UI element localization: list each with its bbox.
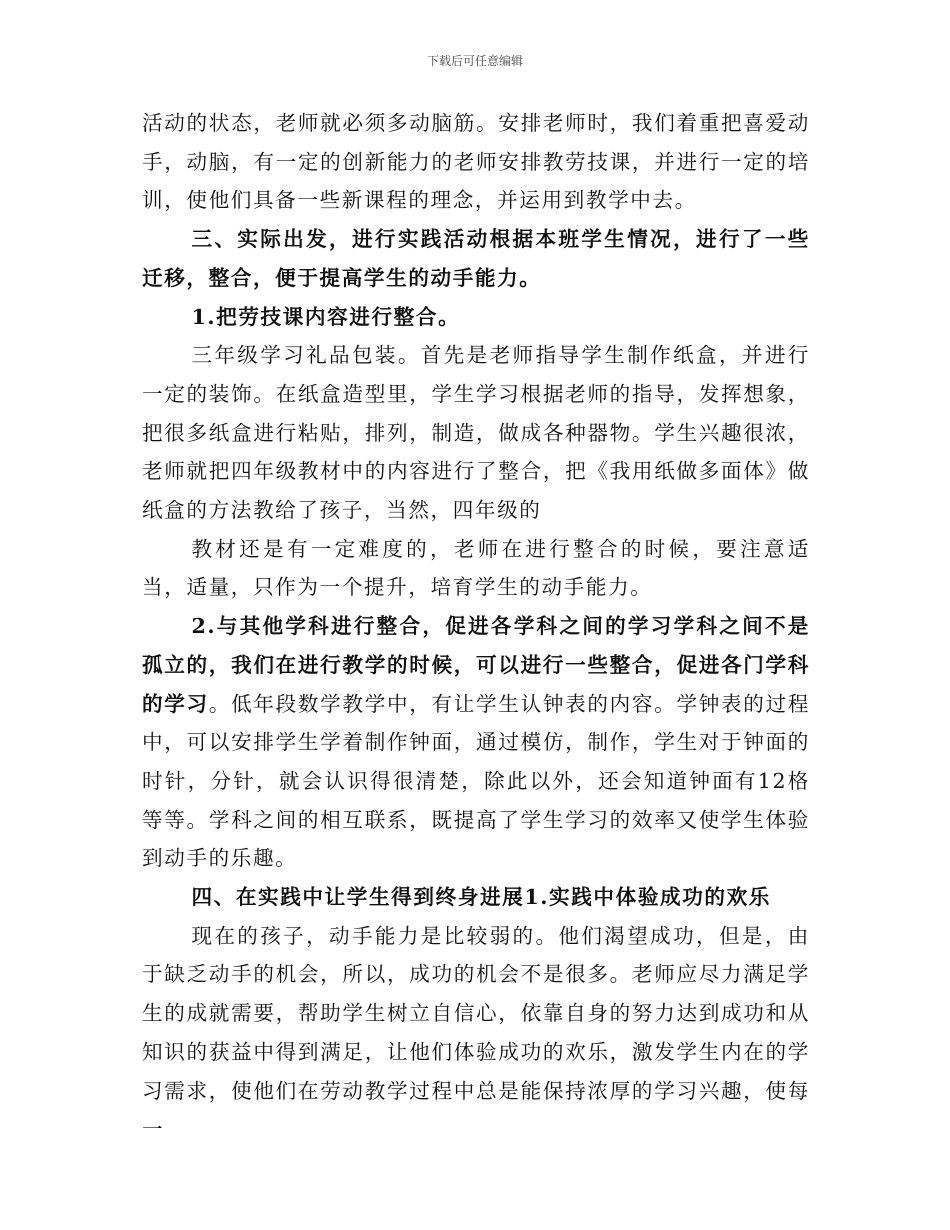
paragraph-textbook-difficulty: 教材还是有一定难度的，老师在进行整合的时候，要注意适当，适量，只作为一个提升，培育学生的动手能力。 xyxy=(142,536,810,600)
paragraph-continuation: 活动的状态，老师就必须多动脑筋。安排老师时，我们着重把喜爱动手，动脑，有一定的创新能力的老师安排教劳技课，并进行一定的培训，使他们具备一些新课程的理念，并运用到教学中去。 xyxy=(142,111,810,213)
paragraph-gift-packaging: 三年级学习礼品包装。首先是老师指导学生制作纸盒，并进行一定的装饰。在纸盒造型里，学生学习根据老师的指导，发挥想象，把很多纸盒进行粘贴，排列，制造，做成各种器物。学生兴趣很浓，老师就把四年级教材中的内容进行了整合，把《我用纸做多面体》做纸盒的方法教给了孩子，当然，四年级的 xyxy=(142,343,810,523)
document-body xyxy=(142,104,810,1149)
paragraph-success-joy: 现在的孩子，动手能力是比较弱的。他们渴望成功，但是，由于缺乏动手的机会，所以，成功的机会不是很多。老师应尽力满足学生的成就需要，帮助学生树立自信心，依靠自身的努力达到成功和从知识的获益中得到满足，让他们体验成功的欢乐，激发学生内在的学习需求，使他们在劳动教学过程中总是能保持浓厚的学习兴趣，使每一 xyxy=(142,923,810,1142)
cross-subject-heading: 2.与其他学科进行整合，促进各学科之间的学习学科之间不是孤立的，我们在进行教学的时候，可以进行一些整合，促进各门学科的学习 xyxy=(142,614,810,716)
section-heading-four: 四、在实践中让学生得到终身进展1.实践中体验成功的欢乐 xyxy=(191,885,771,910)
page-header: 下载后可任意编辑 xyxy=(426,54,523,68)
section-heading-three: 三、实际出发，进行实践活动根据本班学生情况，进行了一些迁移，整合，便于提高学生的动手能力。 xyxy=(142,227,810,290)
paragraph-cross-subject xyxy=(142,607,810,878)
subheading-integration: 1.把劳技课内容进行整合。 xyxy=(191,304,461,329)
cross-subject-text: 。低年段数学教学中，有让学生认钟表的内容。学钟表的过程中，可以安排学生学着制作钟面，通过模仿，制作，学生对于钟面的时针，分针，就会认识得很清楚，除此以外，还会知道钟面有12格等等。学科之间的相互联系，既提高了学生学习的效率又使学生体验到动手的乐趣。 xyxy=(142,691,810,871)
